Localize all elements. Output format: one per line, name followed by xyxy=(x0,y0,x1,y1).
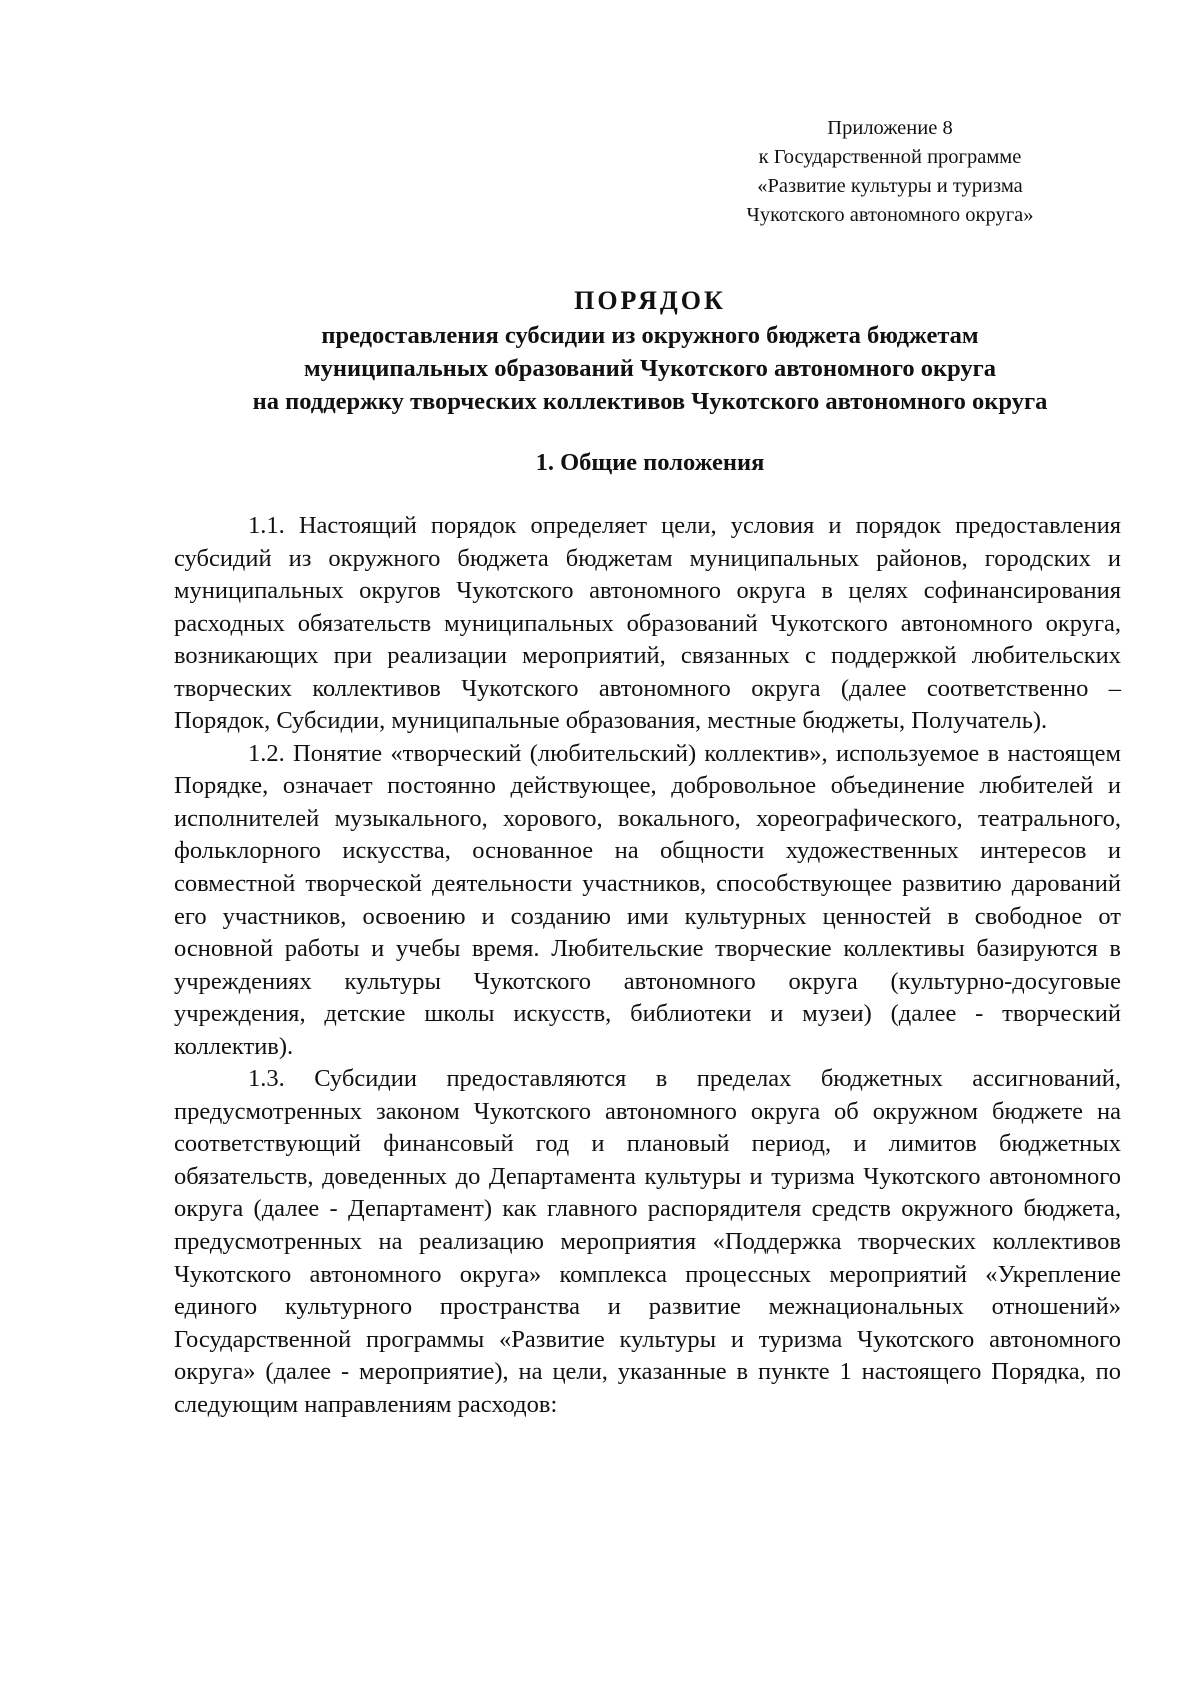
appendix-line-2: к Государственной программе xyxy=(758,146,1022,168)
section-heading: 1. Общие положения xyxy=(535,449,765,476)
subtitle-line-3: на поддержку творческих коллективов Чукотского автономного округа xyxy=(252,388,1048,415)
title-subtitle xyxy=(150,319,1150,418)
appendix-line-1: Приложение 8 xyxy=(827,117,953,139)
paragraph-1-3: 1.3. Субсидии предоставляются в пределах бюджетных ассигнований, предусмотренных законом Чукотского автономного округа об окружном бюджете на соответствующий финансовый год и плановый период, и лимитов бюджетных обязательств, доведенных до Департамента культуры и туризма Чукотского автономного округа (далее - Департамент) как главного распорядителя средств окружного бюджета, предусмотренных на реализацию мероприятия «Поддержка творческих коллективов Чукотского автономного округа» комплекса процессных мероприятий «Укрепление единого культурного пространства и развитие межнациональных отношений» Государственной программы «Развитие культуры и туризма Чукотского автономного округа» (далее - мероприятие), на цели, указанные в пункте 1 настоящего Порядка, по следующим направлениям расходов: xyxy=(174,1065,1121,1418)
paragraph-1-2: 1.2. Понятие «творческий (любительский) коллектив», используемое в настоящем Порядке, означает постоянно действующее, добровольное объединение любителей и исполнителей музыкального, хорового, вокального, хореографического, театрального, фольклорного искусства, основанное на общности художественных интересов и совместной творческой деятельности участников, способствующее развитию дарований его участников, освоению и созданию ими культурных ценностей в свободное от основной работы и учебы время. Любительские творческие коллективы базируются в учреждениях культуры Чукотского автономного округа (культурно-досуговые учреждения, детские школы искусств, библиотеки и музеи) (далее - творческий коллектив). xyxy=(174,739,1121,1060)
section-body xyxy=(174,510,1121,1421)
document-title xyxy=(150,283,1150,418)
paragraph-1-1: 1.1. Настоящий порядок определяет цели, условия и порядок предоставления субсидий из окружного бюджета бюджетам муниципальных районов, городских и муниципальных округов Чукотского автономного округа в целях софинансирования расходных обязательств муниципальных образований Чукотского автономного округа, возникающих при реализации мероприятий, связанных с поддержкой любительских творческих коллективов Чукотского автономного округа (далее соответственно – Порядок, Субсидии, муниципальные образования, местные бюджеты, Получатель). xyxy=(174,512,1121,735)
subtitle-line-2: муниципальных образований Чукотского автономного округа xyxy=(303,355,997,382)
appendix-line-4: Чукотского автономного округа» xyxy=(746,204,1034,226)
appendix-line-3: «Развитие культуры и туризма xyxy=(757,175,1023,197)
appendix-note xyxy=(680,114,1100,230)
subtitle-line-1: предоставления субсидии из окружного бюджета бюджетам xyxy=(321,322,979,349)
title-main: ПОРЯДОК xyxy=(574,286,726,315)
